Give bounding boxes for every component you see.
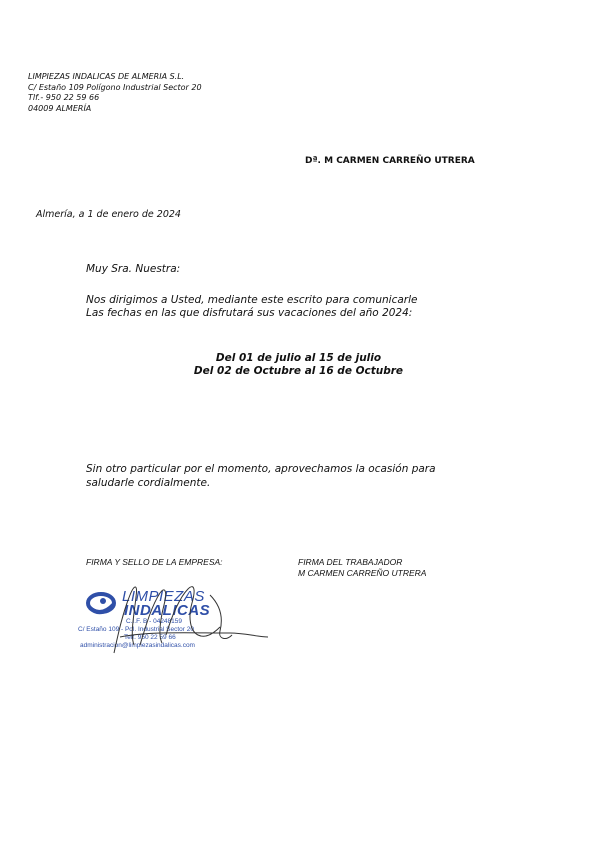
sender-phone: Tlf.- 950 22 59 66: [28, 93, 100, 102]
stamp-brand-line2: INDALICAS: [124, 602, 211, 619]
company-signature-label: FIRMA Y SELLO DE LA EMPRESA:: [86, 557, 223, 567]
intro-paragraph: [86, 294, 417, 320]
intro-line: Nos dirigimos a Usted, mediante este escrito para comunicarle: [86, 294, 418, 306]
stamp-email: administracion@limpiezasindalicas.com: [80, 642, 195, 649]
salutation: Muy Sra. Nuestra:: [86, 263, 181, 275]
stamp-brand-line1: LIMPIEZAS: [122, 588, 205, 605]
closing-paragraph: [86, 462, 436, 490]
sender-company: LIMPIEZAS INDALICAS DE ALMERIA S.L.: [28, 72, 185, 81]
worker-signature-label: FIRMA DEL TRABAJADOR: [298, 557, 403, 567]
stamp-address: C/ Estaño 109 - Pol. Industrial Sector 20: [78, 626, 194, 633]
vacation-period: Del 01 de julio al 15 de julio: [215, 352, 382, 364]
stamp-phone: Telf. 950 22 59 66: [124, 634, 176, 641]
vacation-periods: [0, 352, 595, 378]
worker-signature-block: [298, 557, 426, 579]
stamp-cif: C.I.F. B - 04248159: [126, 618, 183, 625]
sender-address: C/ Estaño 109 Polígono Industrial Sector 20: [28, 82, 202, 92]
intro-line: Las fechas en las que disfrutará sus vacaciones del año 2024:: [86, 307, 413, 319]
closing-line: saludarle cordialmente.: [86, 477, 211, 489]
sender-city: 04009 ALMERÍA: [28, 103, 92, 113]
handwritten-signature: [100, 575, 270, 655]
recipient-name: Dª. M CARMEN CARREÑO UTRERA: [305, 156, 475, 166]
letter-date: Almería, a 1 de enero de 2024: [36, 209, 181, 220]
sender-block: [28, 72, 202, 114]
worker-name: M CARMEN CARREÑO UTRERA: [298, 568, 427, 578]
closing-line: Sin otro particular por el momento, aprovechamos la ocasión para: [86, 463, 436, 475]
vacation-period: Del 02 de Octubre al 16 de Octubre: [193, 365, 404, 377]
